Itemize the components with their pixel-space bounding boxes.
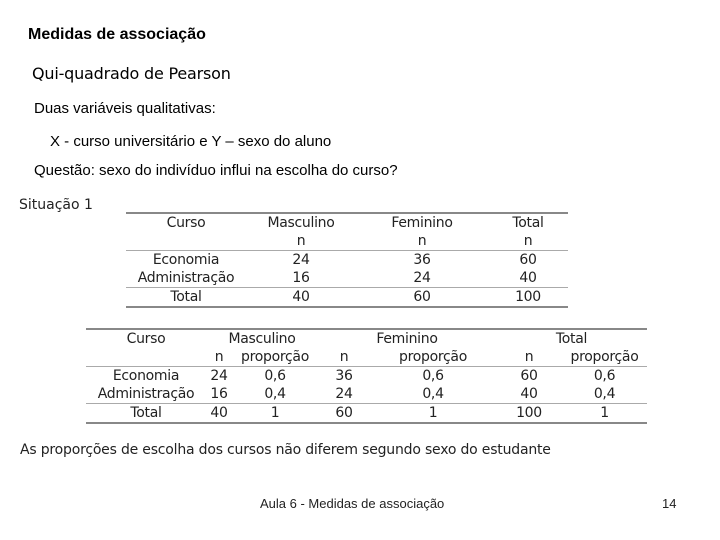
conclusion-text: As proporções de escolha dos cursos não diferem segundo sexo do estudante <box>20 442 551 458</box>
table-cell: 24 <box>335 386 353 402</box>
header-cell: Total <box>512 215 544 231</box>
subheader-cell: n <box>339 349 349 365</box>
table-cell: 1 <box>428 405 438 421</box>
table-total-row <box>126 288 568 308</box>
row-label: Total <box>170 289 202 305</box>
table-cell: 24 <box>292 252 310 268</box>
subheader-cell: n <box>417 233 427 249</box>
header-cell: Curso <box>166 215 206 231</box>
table-cell: 40 <box>210 405 228 421</box>
row-label: Total <box>130 405 162 421</box>
table-cell: 0,4 <box>264 386 286 402</box>
table-cell: 60 <box>519 252 537 268</box>
footer-text: Aula 6 - Medidas de associação <box>260 496 445 511</box>
row-label: Economia <box>152 252 220 268</box>
table-header-row <box>86 329 647 348</box>
subheader-cell: proporção <box>241 349 309 365</box>
table-cell: 60 <box>413 289 431 305</box>
table-cell: 100 <box>516 405 542 421</box>
subheader-cell: proporção <box>399 349 467 365</box>
table-cell: 40 <box>519 270 537 286</box>
row-label: Administração <box>97 386 195 402</box>
intro-line-3: Questão: sexo do indivíduo influi na escolha do curso? <box>34 162 398 179</box>
page-number: 14 <box>662 496 677 511</box>
table-subheader-row <box>86 348 647 367</box>
contingency-table-proportions <box>86 328 647 424</box>
table-cell: 1 <box>270 405 280 421</box>
subheader-cell: n <box>214 349 224 365</box>
subheader-cell: n <box>524 349 534 365</box>
table-cell: 0,4 <box>593 386 616 402</box>
table-cell: 36 <box>413 252 431 268</box>
intro-line-2: X - curso universitário e Y – sexo do aluno <box>50 133 332 150</box>
row-label: Economia <box>112 368 180 384</box>
header-cell: Feminino <box>376 331 438 347</box>
table-cell: 16 <box>292 270 310 286</box>
intro-line-1: Duas variáveis qualitativas: <box>34 100 216 117</box>
table-cell: 24 <box>413 270 431 286</box>
header-cell: Total <box>555 331 588 347</box>
table-header-row <box>126 213 568 232</box>
header-cell: Masculino <box>228 331 296 347</box>
situation-label: Situação 1 <box>19 197 93 213</box>
row-label: Administração <box>137 270 235 286</box>
table-cell: 100 <box>515 289 541 305</box>
subheader-cell <box>126 232 246 251</box>
table-cell: 40 <box>520 386 538 402</box>
slide-subtitle: Qui-quadrado de Pearson <box>32 64 231 83</box>
table-row <box>126 251 568 270</box>
table-cell: 16 <box>210 386 228 402</box>
header-cell: Feminino <box>391 215 453 231</box>
table-total-row <box>86 404 647 424</box>
table-row <box>126 269 568 288</box>
table-cell: 36 <box>335 368 353 384</box>
table-cell: 1 <box>600 405 609 421</box>
header-cell: Masculino <box>267 215 335 231</box>
subheader-cell: n <box>296 233 306 249</box>
table-cell: 0,4 <box>422 386 444 402</box>
table-cell: 60 <box>520 368 538 384</box>
subheader-cell: n <box>523 233 533 249</box>
table-row <box>86 367 647 386</box>
table-cell: 0,6 <box>264 368 286 384</box>
subheader-cell: proporção <box>570 349 639 365</box>
table-cell: 40 <box>292 289 310 305</box>
table-subheader-row <box>126 232 568 251</box>
subheader-cell <box>86 348 206 367</box>
table-cell: 0,6 <box>422 368 444 384</box>
table-row <box>86 385 647 404</box>
table-cell: 0,6 <box>593 368 616 384</box>
contingency-table-counts <box>126 212 568 308</box>
table-cell: 60 <box>335 405 353 421</box>
slide-title: Medidas de associação <box>28 26 206 43</box>
header-cell: Curso <box>126 331 166 347</box>
table-cell: 24 <box>210 368 228 384</box>
